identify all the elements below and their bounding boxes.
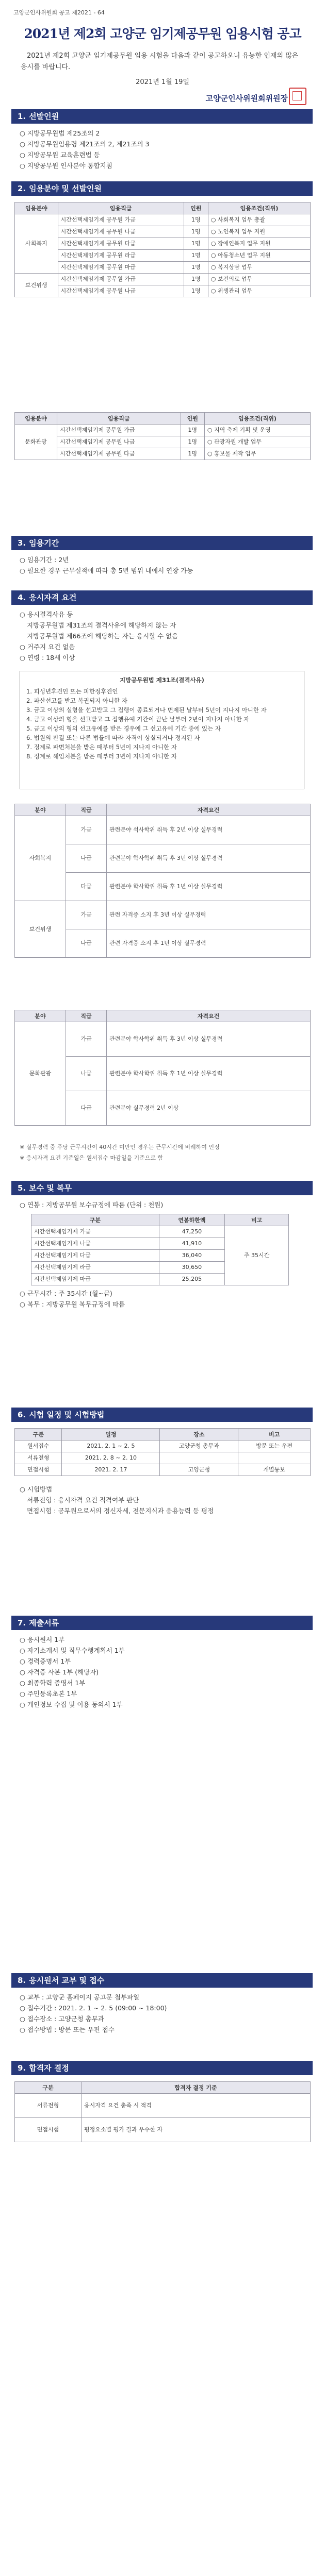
list-item: ○ 접수장소 : 고양군청 총무과 [20,2015,104,2023]
box-line: 8. 징계로 해임처분을 받은 때부터 3년이 지나지 아니한 자 [26,753,177,760]
section-8-list [20,1992,308,2035]
section-header-2 [11,181,313,196]
list-item: ○ 주민등록초본 1부 [20,1690,77,1698]
disqualification-box [20,671,304,789]
table-row: 나급 관련분야 학사학위 취득 후 1년 이상 실무경력 [15,1057,311,1091]
table-header: 분야 [15,1010,66,1022]
recruit-table-2 [14,412,311,460]
table-header: 직급 [66,804,107,816]
table-row: 시간선택제임기제 공무원 라급 1명 ○ 아동청소년 업무 지원 [15,250,311,262]
table-row: 문화관광 시간선택제임기제 공무원 가급 1명 ○ 지역 축제 기획 및 운영 [15,425,311,436]
table-row: 시간선택제임기제 라급 30,650 [31,1262,289,1274]
list-item: ○ 개인정보 수집 및 이용 동의서 1부 [20,1701,123,1708]
table-header: 구분 [15,2082,82,2094]
table-row: 시간선택제임기제 공무원 나급 1명 ○ 위생관리 업무 [15,285,311,297]
section-5-list [20,1199,308,1210]
table-header: 인원 [181,413,204,425]
title-year: 2021년 [24,26,70,41]
section-3-list [20,554,308,576]
box-line: 6. 법원의 판결 또는 다른 법률에 따라 자격이 상실되거나 정지된 자 [26,734,200,741]
notice-date: 2021년 1월 19일 [136,78,189,86]
list-item: ○ 시험방법 [20,1485,53,1493]
section-header-9 [11,2061,313,2075]
box-line: 4. 금고 이상의 형을 선고받고 그 집행유예 기간이 끝난 날부터 2년이 지나지 아니한 자 [26,716,250,723]
list-item: ○ 지방공무원법 제25조의 2 [20,129,100,137]
table-row: 면접시험 2021. 2. 17 고양군청 개별통보 [15,1464,311,1476]
table-header: 임용직급 [57,413,181,425]
list-item: ○ 경력증명서 1부 [20,1657,71,1665]
list-item: 서류전형 : 응시자격 요건 적격여부 판단 [27,1496,139,1504]
official-seal-icon [289,88,306,105]
section-header-1 [11,109,313,124]
table-header: 임용조건(직위) [204,413,310,425]
note-item: ※ 실무경력 중 주당 근무시간이 40시간 미만인 경우는 근무시간에 비례하여 인정 [20,1144,220,1150]
section-header-4 [11,590,313,605]
list-item: ○ 임용기간 : 2년 [20,556,69,564]
table-row: 시간선택제임기제 공무원 다급 1명 ○ 장애인복지 업무 지원 [15,238,311,250]
table-header: 인원 [184,202,208,214]
table-row: 원서접수 2021. 2. 1 ~ 2. 5 고양군청 총무과 방문 또는 우편 [15,1440,311,1452]
list-item: 지방공무원법 제66조에 해당하는 자는 응시할 수 없음 [27,632,178,640]
salary-table [31,1214,289,1285]
list-item: ○ 응시원서 1부 [20,1636,65,1643]
list-item: ○ 근무시간 : 주 35시간 (월~금) [20,1290,112,1297]
section-number: 9. [18,2063,26,2073]
title-text: 제2회 고양군 임기제공무원 임용시험 공고 [73,26,301,41]
table-row: 시간선택제임기제 공무원 나급 1명 ○ 노인복지 업무 지원 [15,226,311,238]
table-row: 사회복지 시간선택제임기제 공무원 가급 1명 ○ 사회복지 업무 총괄 [15,214,311,226]
schedule-table [14,1428,311,1476]
list-item: ○ 지방공무원 교육훈련법 등 [20,151,100,159]
section-title: 응시원서 교부 및 접수 [29,1976,105,1985]
list-item: 지방공무원법 제31조의 결격사유에 해당하지 않는 자 [27,621,176,629]
table-row: 보건위생 가급 관련 자격증 소지 후 3년 이상 실무경력 [15,901,311,929]
table-header: 자격요건 [107,1010,311,1022]
table-header: 임용분야 [15,202,58,214]
table-header: 임용직급 [58,202,184,214]
section-header-3 [11,536,313,550]
box-line: 2. 파산선고를 받고 복권되지 아니한 자 [26,697,127,704]
section-number: 7. [18,1618,26,1628]
table-row: 문화관광 가급 관련분야 학사학위 취득 후 3년 이상 실무경력 [15,1022,311,1057]
table-row: 다급 관련분야 학사학위 취득 후 1년 이상 실무경력 [15,873,311,901]
section-title: 임용분야 및 선발인원 [29,184,102,193]
list-item: ○ 거주지 요건 없음 [20,643,75,651]
section-title: 응시자격 요건 [29,593,77,602]
list-item: ○ 지방공무원임용령 제21조의 2, 제21조의 3 [20,140,150,148]
section-title: 선발인원 [29,112,59,121]
section-4-notes [20,1142,308,1163]
table-header: 합격자 결정 기준 [82,2082,311,2094]
table-row: 다급 관련분야 실무경력 2년 이상 [15,1091,311,1126]
table-header: 임용분야 [15,413,57,425]
table-header: 장소 [160,1429,238,1440]
table-header: 분야 [15,804,66,816]
section-number: 4. [18,593,26,602]
section-number: 1. [18,112,26,121]
section-header-8 [11,1973,313,1988]
table-row: 서류전형 응시자격 요건 충족 시 적격 [15,2094,311,2118]
table-row: 서류전형 2021. 2. 8 ~ 2. 10 [15,1452,311,1464]
qualification-table-1 [14,804,311,958]
section-header-7 [11,1616,313,1630]
box-title: 지방공무원법 제31조(결격사유) [120,676,204,684]
list-item: ○ 응시결격사유 등 [20,611,73,618]
page-title [0,24,325,42]
section-header-6 [11,1408,313,1422]
table-row: 시간선택제임기제 나급 41,910 [31,1238,289,1250]
list-item: ○ 자격증 사본 1부 (해당자) [20,1668,99,1676]
section-1-list [20,128,308,171]
list-item: ○ 필요한 경우 근무실적에 따라 총 5년 범위 내에서 연장 가능 [20,567,193,574]
table-row: 시간선택제임기제 가급 47,250 주 35시간 [31,1226,289,1238]
list-item: ○ 접수방법 : 방문 또는 우편 접수 [20,2026,115,2033]
table-row: 시간선택제임기제 공무원 다급 1명 ○ 홍보물 제작 업무 [15,448,311,460]
list-item: ○ 지방공무원 인사분야 통합지침 [20,162,112,170]
table-header: 비고 [238,1429,311,1440]
section-7-list [20,1634,308,1710]
table-row: 보건위생 시간선택제임기제 공무원 가급 1명 ○ 보건의료 업무 [15,274,311,285]
list-item: ○ 연봉 : 지방공무원 보수규정에 따름 (단위 : 천원) [20,1201,164,1209]
table-header: 일정 [62,1429,160,1440]
section-number: 5. [18,1183,26,1193]
box-line: 7. 징계로 파면처분을 받은 때부터 5년이 지나지 아니한 자 [26,743,177,751]
table-header: 구분 [31,1214,159,1226]
list-item: ○ 최종학력 증명서 1부 [20,1679,86,1687]
section-title: 제출서류 [29,1618,59,1628]
list-item: ○ 복무 : 지방공무원 복무규정에 따름 [20,1300,125,1308]
table-row: 시간선택제임기제 마급 25,205 [31,1274,289,1285]
table-row: 면접시험 평정요소별 평가 결과 우수한 자 [15,2118,311,2142]
table-header: 연봉하한액 [159,1214,224,1226]
intro-text: 2021년 제2회 고양군 임기제공무원 임용 시험을 다음과 같이 공고하오니 유능한 인재의 많은 응시를 바랍니다. [21,52,299,71]
note-item: ※ 응시자격 요건 기준일은 원서접수 마감일을 기준으로 함 [20,1155,164,1161]
box-line: 3. 금고 이상의 실형을 선고받고 그 집행이 종료되거나 면제된 날부터 5년이 지나지 아니한 자 [26,706,267,714]
box-line: 1. 피성년후견인 또는 피한정후견인 [26,688,118,695]
section-title: 시험 일정 및 시험방법 [29,1410,105,1419]
section-header-5 [11,1181,313,1195]
issuer-name: 고양군인사위원회위원장 [205,94,288,103]
table-row: 시간선택제임기제 공무원 마급 1명 ○ 복지상담 업무 [15,262,311,274]
section-4-list [20,609,308,663]
section-title: 보수 및 복무 [29,1183,72,1193]
pass-criteria-table [14,2081,311,2142]
section-title: 합격자 결정 [29,2063,69,2073]
section-6-list [20,1484,308,1516]
table-row: 시간선택제임기제 공무원 나급 1명 ○ 관광자원 개발 업무 [15,436,311,448]
section-number: 6. [18,1410,26,1419]
table-row: 사회복지 가급 관련분야 석사학위 취득 후 2년 이상 실무경력 [15,816,311,844]
qualification-table-2 [14,1010,311,1126]
list-item: ○ 자기소개서 및 직무수행계획서 1부 [20,1647,125,1654]
table-row: 나급 관련 자격증 소지 후 1년 이상 실무경력 [15,929,311,958]
list-item: 면접시험 : 공무원으로서의 정신자세, 전문지식과 응용능력 등 평정 [27,1507,214,1515]
section-number: 3. [18,538,26,548]
table-header: 구분 [15,1429,62,1440]
list-item: ○ 연령 : 18세 이상 [20,654,75,662]
section-5-list-2 [20,1288,308,1310]
table-header: 비고 [225,1214,289,1226]
table-header: 임용조건(직위) [208,202,310,214]
table-header: 직급 [66,1010,107,1022]
box-line: 5. 금고 이상의 형의 선고유예를 받은 경우에 그 선고유예 기간 중에 있는 자 [26,725,221,732]
table-row: 시간선택제임기제 다급 36,040 [31,1250,289,1262]
table-row: 나급 관련분야 학사학위 취득 후 3년 이상 실무경력 [15,844,311,873]
section-number: 2. [18,184,26,193]
list-item: ○ 교부 : 고양군 홈페이지 공고문 첨부파일 [20,1993,140,2001]
section-title: 임용기간 [29,538,59,548]
recruit-table-1 [14,202,311,297]
table-header: 자격요건 [107,804,311,816]
section-number: 8. [18,1976,26,1985]
notice-number: 고양군인사위원회 공고 제2021 - 64 [13,9,105,16]
list-item: ○ 접수기간 : 2021. 2. 1 ~ 2. 5 (09:00 ~ 18:00) [20,2004,167,2012]
